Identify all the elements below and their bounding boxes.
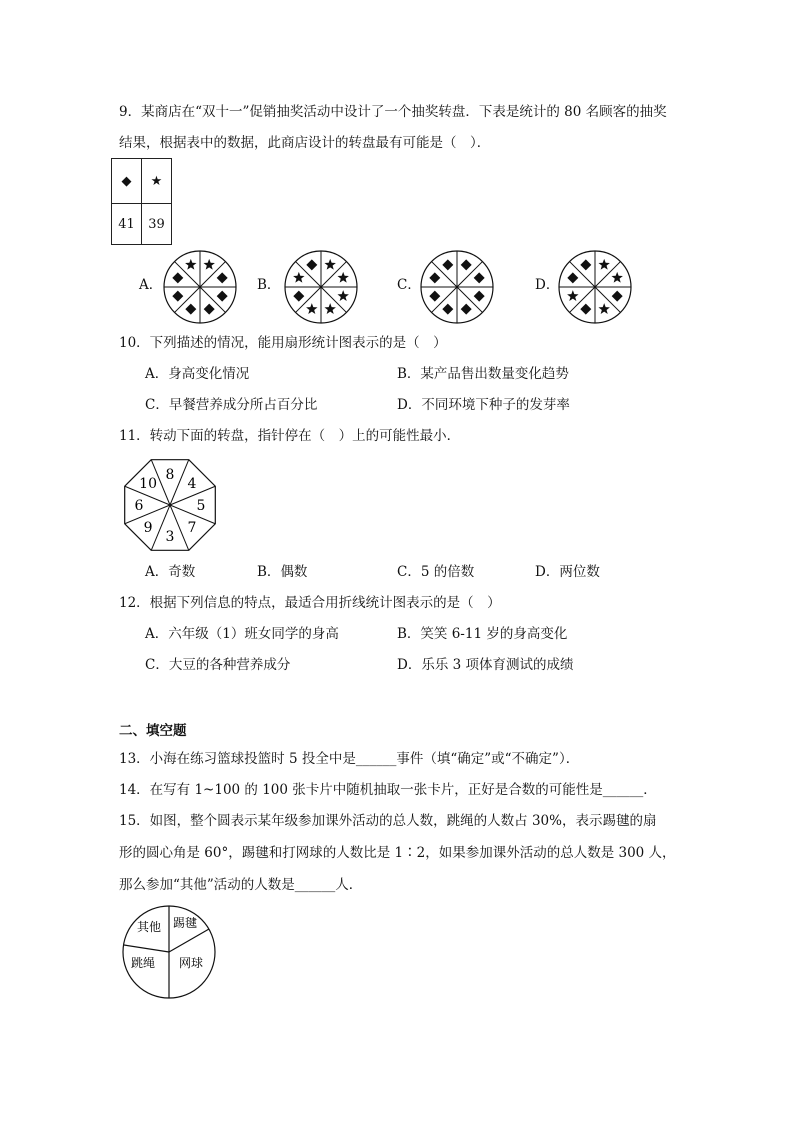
q10-option-d: D．不同环境下种子的发芽率 (397, 397, 570, 413)
q9-option-c-label: C． (397, 277, 421, 293)
diamond-icon (293, 291, 304, 302)
star-icon (337, 290, 348, 301)
q10-option-a: A．身高变化情况 (145, 366, 250, 382)
q9-line2: 结果，根据表中的数据，此商店设计的转盘最有可能是（ ）． (119, 135, 491, 151)
star-icon (598, 303, 609, 314)
q9-line1: 9．某商店在“双十一”促销抽奖活动中设计了一个抽奖转盘．下表是统计的 80 名顾客的抽奖 (119, 104, 667, 120)
q10-stem: 10．下列描述的情况，能用扇形统计图表示的是（ ） (119, 335, 447, 351)
octagon-spinner (119, 457, 221, 553)
diamond-icon (306, 259, 317, 270)
star-icon (203, 259, 214, 270)
diamond-icon (172, 291, 183, 302)
star-icon (567, 290, 578, 301)
q11-option-a: A．奇数 (145, 564, 196, 580)
diamond-icon (429, 272, 440, 283)
diamond-icon (442, 259, 453, 270)
q9-option-d-label: D． (535, 277, 560, 293)
spinner-number: 3 (165, 529, 175, 545)
diamond-header: ◆ (112, 159, 142, 204)
wheel-option-d (557, 249, 633, 325)
spinner-number: 8 (165, 467, 175, 483)
diamond-icon (612, 291, 623, 302)
q9-option-a-label: A． (139, 277, 163, 293)
diamond-icon (580, 259, 591, 270)
diamond-icon (172, 272, 183, 283)
diamond-icon (217, 291, 228, 302)
q11-option-d: D．两位数 (535, 564, 600, 580)
star-icon (185, 259, 196, 270)
q12-option-d: D．乐乐 3 项体育测试的成绩 (397, 657, 574, 673)
q12-option-a: A．六年级（1）班女同学的身高 (145, 626, 339, 642)
star-icon (611, 272, 622, 283)
q15-line2: 形的圆心角是 60°，踢毽和打网球的人数比是 1∶2，如果参加课外活动的总人数是 300 人， (119, 845, 676, 861)
pie-label-tennis: 网球 (178, 956, 204, 970)
lottery-result-table (111, 158, 172, 245)
diamond-icon (461, 259, 472, 270)
diamond-icon (442, 304, 453, 315)
q11-option-c: C．5 的倍数 (397, 564, 475, 580)
star-icon (324, 303, 335, 314)
q13-stem: 13．小海在练习篮球投篮时 5 投全中是______事件（填“确定”或“不确定”）． (119, 751, 580, 767)
star-header: ★ (142, 159, 172, 204)
pie-label-other: 其他 (136, 920, 162, 934)
spinner-number: 9 (143, 519, 153, 536)
diamond-count: 41 (112, 204, 142, 245)
wheel-option-c (419, 249, 495, 325)
pie-label-rope: 跳绳 (130, 956, 156, 970)
diamond-icon (580, 304, 591, 315)
q12-option-b: B．笑笑 6-11 岁的身高变化 (397, 626, 568, 642)
q12-option-c: C．大豆的各种营养成分 (145, 657, 291, 673)
star-count: 39 (142, 204, 172, 245)
q9-option-b-label: B． (257, 277, 281, 293)
diamond-icon (567, 272, 578, 283)
spinner-number: 5 (196, 498, 206, 514)
diamond-icon (217, 272, 228, 283)
diamond-icon (429, 291, 440, 302)
q15-line1: 15．如图，整个圆表示某年级参加课外活动的总人数，跳绳的人数占 30%，表示踢毽的扇 (119, 813, 657, 829)
q10-option-b: B．某产品售出数量变化趋势 (397, 366, 569, 382)
q12-stem: 12．根据下列信息的特点，最适合用折线统计图表示的是（ ） (119, 595, 501, 611)
wheel-option-b (283, 249, 359, 325)
diamond-icon (461, 304, 472, 315)
pie-label-jianzi: 踢毽 (172, 916, 198, 930)
q11-option-b: B．偶数 (257, 564, 308, 580)
spinner-number: 7 (187, 519, 197, 536)
diamond-icon (204, 304, 215, 315)
diamond-icon (185, 304, 196, 315)
wheel-option-a (162, 249, 238, 325)
star-icon (324, 259, 335, 270)
q14-stem: 14．在写有 1~100 的 100 张卡片中随机抽取一张卡片，正好是合数的可能性是______． (119, 782, 657, 798)
star-icon (293, 272, 304, 283)
diamond-icon (474, 291, 485, 302)
q15-line3: 那么参加“其他”活动的人数是______人． (119, 877, 363, 893)
q11-stem: 11．转动下面的转盘，指针停在（ ）上的可能性最小． (119, 428, 461, 444)
star-icon (306, 303, 317, 314)
spinner-number: 6 (134, 498, 144, 514)
spinner-number: 4 (187, 476, 197, 493)
diamond-icon (474, 272, 485, 283)
star-icon (337, 272, 348, 283)
section-title: 二、填空题 (119, 723, 187, 739)
spinner-number: 10 (139, 476, 157, 493)
q10-option-c: C．早餐营养成分所占百分比 (145, 397, 318, 413)
activity-pie-figure (121, 905, 217, 999)
star-icon (598, 259, 609, 270)
